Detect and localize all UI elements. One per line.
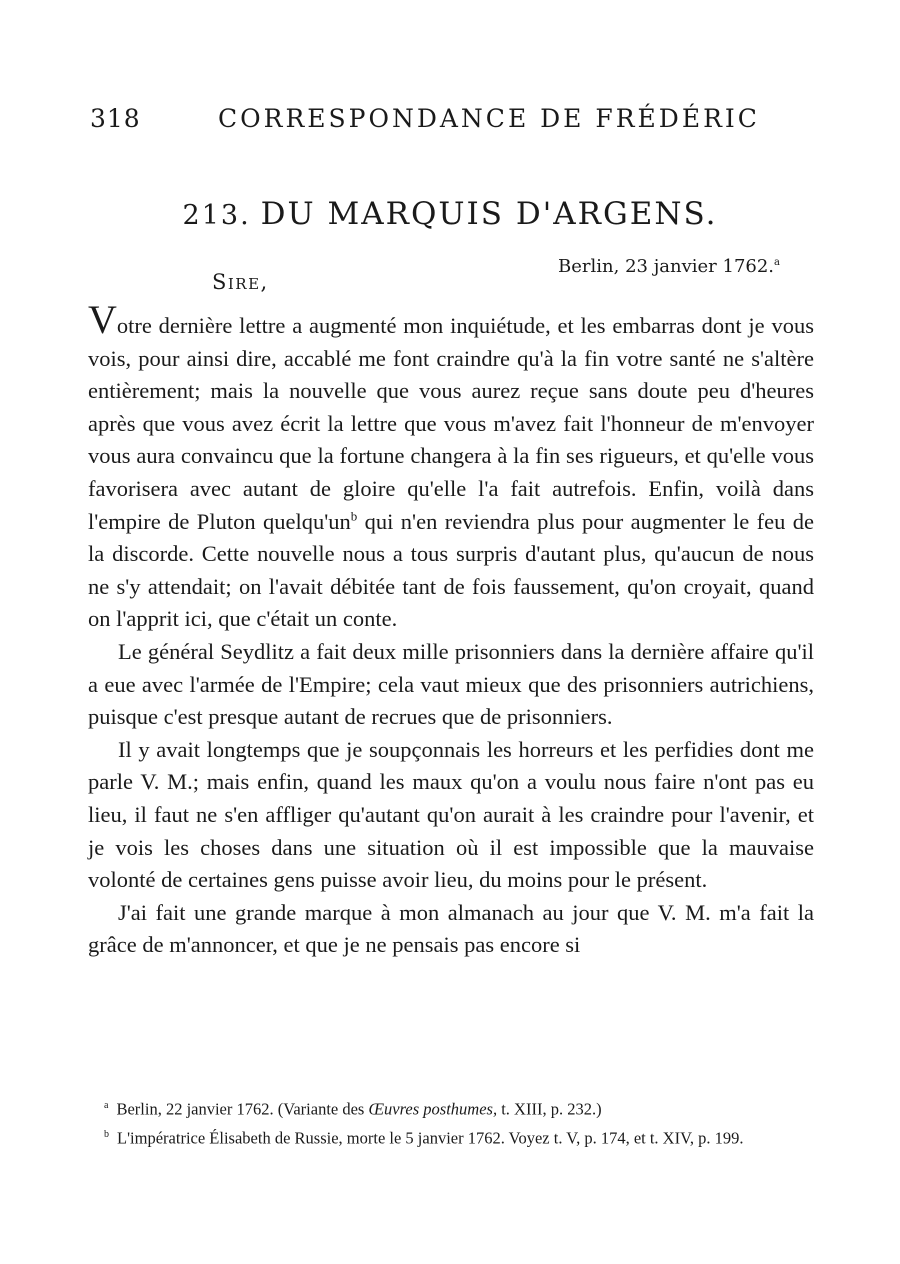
letter-title xyxy=(0,196,900,232)
letter-body xyxy=(88,297,814,962)
footnote-italic: Œuvres posthumes, xyxy=(368,1099,498,1119)
paragraph-text: qui n'en reviendra plus pour augmenter le feu de la discorde. Cette nouvelle nous a tous surpris d'autant plus, qu'aucun de nous ne s'y attendait; on l'avait débitée tant de fois faussement, qu'on croyait, quand on l'apprit ici, que c'était un conte. xyxy=(88,508,814,632)
paragraph xyxy=(88,297,814,636)
page-number: 318 xyxy=(90,104,141,133)
salutation: Sire, xyxy=(212,270,269,294)
letter-title-text: DU MARQUIS D'ARGENS. xyxy=(260,196,718,232)
footnote-text: L'impératrice Élisabeth de Russie, morte le 5 janvier 1762. Voyez t. V, p. 174, et t. XIV, p. 199. xyxy=(117,1128,744,1147)
drop-cap: V xyxy=(88,297,117,342)
dateline xyxy=(558,256,780,277)
dateline-text: Berlin, 23 janvier 1762. xyxy=(558,256,775,277)
paragraph: Il y avait longtemps que je soupçonnais les horreurs et les perfidies dont me parle V. M.; mais enfin, quand les maux qu'on a voulu nous faire n'ont pas eu lieu, il faut ne s'en affliger qu'autant qu'on aurait à les craindre pour l'avenir, et je vois les choses dans une situation où il est impossible que la mauvaise volonté de certaines gens puisse avoir lieu, du moins pour le présent. xyxy=(88,736,814,893)
letter-number: 213. xyxy=(182,200,251,231)
paragraph: J'ai fait une grande marque à mon almanach au jour que V. M. m'a fait la grâce de m'annoncer, et que je ne pensais pas encore si xyxy=(88,899,814,958)
paragraph-text: otre dernière lettre a augmenté mon inquiétude, et les embarras dont je vous vois, pour ainsi dire, accablé me font craindre qu'à la fin votre santé ne s'altère entièrement; mais la nouvelle que vous aurez reçue sans doute peu d'heures après que vous avez écrit la lettre que vous m'avez fait l'honneur de m'envoyer vous aura convaincu que la fortune changera à la fin ses rigueurs, et qu'elle vous favorisera avec autant de gloire qu'elle l'a fait autrefois. Enfin, voilà dans l'empire de Pluton quelqu'un xyxy=(88,313,814,534)
footnote-mark: a xyxy=(104,1100,109,1111)
footnote-mark: b xyxy=(104,1128,109,1140)
footnote-ref-a: a xyxy=(774,257,780,268)
footnote xyxy=(80,1093,806,1122)
running-head: CORRESPONDANCE DE FRÉDÉRIC xyxy=(218,104,760,133)
paragraph: Le général Seydlitz a fait deux mille prisonniers dans la dernière affaire qu'il a eue avec l'armée de l'Empire; cela vaut mieux que des prisonniers autrichiens, puisque c'est presque autant de recrues que de prisonniers. xyxy=(88,638,814,730)
footnotes xyxy=(80,1093,806,1150)
footnote-text: Berlin, 22 janvier 1762. (Variante des xyxy=(116,1099,369,1119)
footnote-text: t. XIII, p. 232.) xyxy=(497,1099,602,1119)
footnote xyxy=(80,1122,806,1151)
footnote-ref-b: b xyxy=(350,508,358,524)
